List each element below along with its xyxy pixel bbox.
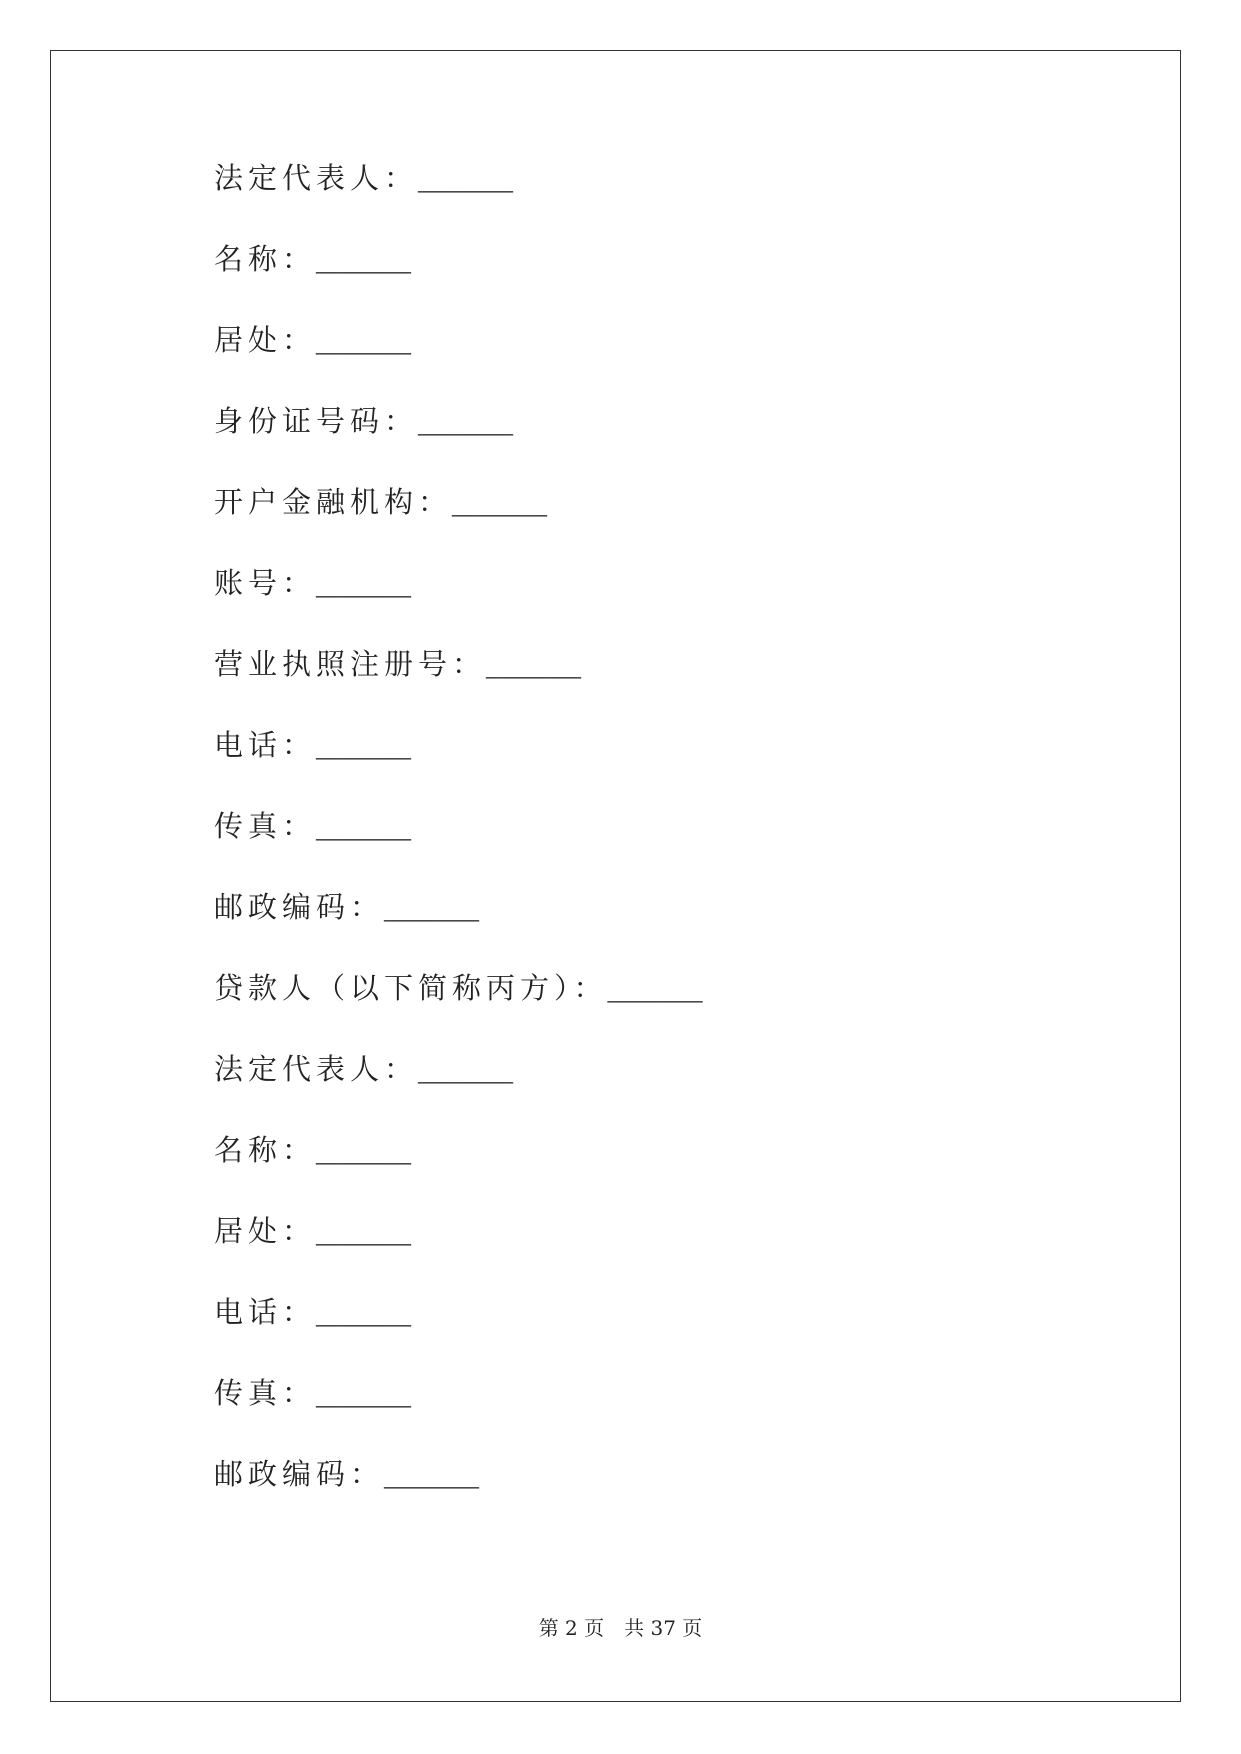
page-number-footer xyxy=(0,1612,1241,1641)
fill-in-blank: __________ xyxy=(418,171,514,193)
fill-in-blank: __________ xyxy=(316,819,412,841)
fill-in-blank: __________ xyxy=(316,1143,412,1165)
field-label: 传真： xyxy=(214,1376,317,1410)
field-label: 贷款人（以下简称丙方）： xyxy=(214,971,608,1005)
fill-in-blank: __________ xyxy=(486,657,582,679)
field-label: 电话： xyxy=(214,728,317,762)
fill-in-blank: __________ xyxy=(418,414,514,436)
field-fax xyxy=(214,808,703,889)
form-field-list xyxy=(214,160,703,1537)
field-label: 邮政编码： xyxy=(214,890,385,924)
field-label: 账号： xyxy=(214,566,317,600)
field-residence xyxy=(214,322,703,403)
current-page-label: 第 2 页 xyxy=(538,1616,605,1640)
field-id-number xyxy=(214,403,703,484)
field-label: 营业执照注册号： xyxy=(214,647,487,681)
field-account-number xyxy=(214,565,703,646)
field-label: 名称： xyxy=(214,1133,317,1167)
fill-in-blank: __________ xyxy=(384,900,480,922)
field-label: 电话： xyxy=(214,1295,317,1329)
fill-in-blank: __________ xyxy=(384,1467,480,1489)
field-residence xyxy=(214,1213,703,1294)
fill-in-blank: __________ xyxy=(316,1224,412,1246)
field-name xyxy=(214,241,703,322)
fill-in-blank: __________ xyxy=(607,981,703,1003)
field-label: 邮政编码： xyxy=(214,1457,385,1491)
field-postal-code xyxy=(214,889,703,970)
fill-in-blank: __________ xyxy=(316,738,412,760)
field-label: 居处： xyxy=(214,1214,317,1248)
field-postal-code xyxy=(214,1456,703,1537)
field-name xyxy=(214,1132,703,1213)
fill-in-blank: __________ xyxy=(316,333,412,355)
field-fax xyxy=(214,1375,703,1456)
fill-in-blank: __________ xyxy=(316,576,412,598)
fill-in-blank: __________ xyxy=(418,1062,514,1084)
field-phone xyxy=(214,1294,703,1375)
fill-in-blank: __________ xyxy=(316,252,412,274)
field-label: 法定代表人： xyxy=(214,1052,419,1086)
fill-in-blank: __________ xyxy=(316,1305,412,1327)
field-lender xyxy=(214,970,703,1051)
total-pages-label: 共 37 页 xyxy=(624,1616,703,1640)
fill-in-blank: __________ xyxy=(316,1386,412,1408)
field-label: 居处： xyxy=(214,323,317,357)
field-business-license xyxy=(214,646,703,727)
field-label: 法定代表人： xyxy=(214,161,419,195)
field-legal-representative xyxy=(214,1051,703,1132)
field-phone xyxy=(214,727,703,808)
field-bank xyxy=(214,484,703,565)
field-label: 名称： xyxy=(214,242,317,276)
field-label: 开户金融机构： xyxy=(214,485,453,519)
fill-in-blank: __________ xyxy=(452,495,548,517)
field-label: 传真： xyxy=(214,809,317,843)
field-label: 身份证号码： xyxy=(214,404,419,438)
field-legal-representative xyxy=(214,160,703,241)
